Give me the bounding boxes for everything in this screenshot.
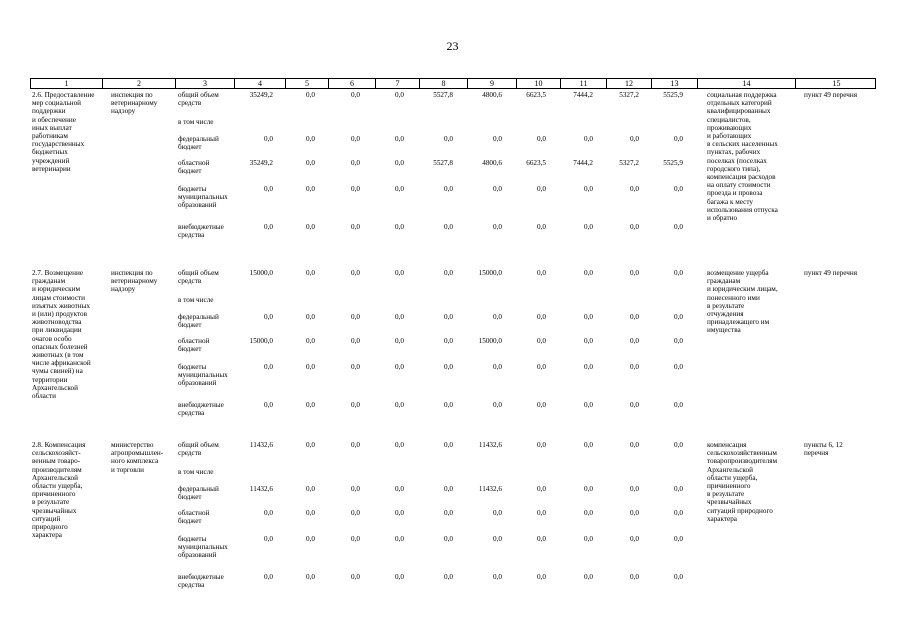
row-label: общий объем средств [178, 91, 219, 108]
row-value: 0,0 [351, 337, 360, 345]
row-value: 0,0 [584, 135, 593, 143]
row-value: 0,0 [395, 185, 404, 193]
header-cell-11: 11 [561, 79, 607, 88]
row-value: 0,0 [630, 573, 639, 581]
row-value: 0,0 [630, 485, 639, 493]
row-value: 0,0 [306, 363, 315, 371]
row-value: 0,0 [674, 313, 683, 321]
row-value: 5525,9 [663, 91, 683, 99]
header-cell-14: 14 [698, 79, 796, 88]
row-value: 0,0 [444, 185, 453, 193]
row-value: 0,0 [444, 485, 453, 493]
row-label: бюджеты муниципальных образований [178, 185, 228, 210]
row-value: 0,0 [306, 337, 315, 345]
row-value: 0,0 [584, 441, 593, 449]
row-value: 0,0 [493, 313, 502, 321]
header-cell-7: 7 [376, 79, 420, 88]
row-value: 0,0 [537, 441, 546, 449]
row-value: 5525,9 [663, 159, 683, 167]
row-label: в том числе [178, 296, 214, 304]
row-value: 0,0 [674, 269, 683, 277]
row-value: 0,0 [537, 337, 546, 345]
row-label: областной бюджет [178, 337, 210, 354]
row-value: 0,0 [395, 509, 404, 517]
row-value: 0,0 [674, 363, 683, 371]
row-value: 0,0 [264, 535, 273, 543]
row-value: 0,0 [306, 223, 315, 231]
row-value: 0,0 [351, 223, 360, 231]
section-title: 2.7. Возмещение гражданам и юридическим лицам стоимости изъятых животных и (или) продуктов животноводства при ликвидации очагов особо опасных болезней животных (в том числе африканской чумы свиней) на территории Архангельской области [32, 269, 91, 401]
row-value: 0,0 [537, 313, 546, 321]
row-value: 0,0 [584, 485, 593, 493]
row-label: федеральный бюджет [178, 135, 219, 152]
row-value: 0,0 [395, 535, 404, 543]
section-result: компенсация сельскохозяйственным товаропроизводителям Архангельской области ущерба, причиненного в результате чрезвычайных ситуаций природного характера [707, 441, 778, 523]
row-label: федеральный бюджет [178, 485, 219, 502]
row-value: 0,0 [584, 535, 593, 543]
row-value: 0,0 [395, 363, 404, 371]
row-value: 5327,2 [619, 91, 639, 99]
row-label: областной бюджет [178, 159, 210, 176]
row-label: общий объем средств [178, 441, 219, 458]
row-value: 0,0 [584, 509, 593, 517]
row-value: 6623,5 [526, 159, 546, 167]
header-cell-10: 10 [517, 79, 561, 88]
header-cell-8: 8 [420, 79, 468, 88]
row-value: 11432,6 [478, 485, 502, 493]
row-value: 0,0 [351, 441, 360, 449]
page-number: 23 [446, 39, 459, 53]
row-value: 0,0 [444, 269, 453, 277]
row-label: внебюджетные средства [178, 573, 224, 590]
row-value: 0,0 [674, 223, 683, 231]
row-value: 0,0 [306, 135, 315, 143]
row-value: 0,0 [584, 401, 593, 409]
row-value: 0,0 [444, 535, 453, 543]
row-label: бюджеты муниципальных образований [178, 363, 228, 388]
row-value: 0,0 [306, 441, 315, 449]
row-value: 0,0 [493, 135, 502, 143]
row-label: внебюджетные средства [178, 223, 224, 240]
row-value: 0,0 [264, 401, 273, 409]
row-value: 0,0 [537, 485, 546, 493]
row-value: 0,0 [351, 573, 360, 581]
row-value: 0,0 [444, 337, 453, 345]
row-value: 0,0 [674, 441, 683, 449]
section-executor: министерство агропромышлен- ного комплекса и торговли [111, 441, 164, 474]
row-value: 0,0 [395, 91, 404, 99]
row-value: 15000,0 [249, 269, 273, 277]
row-value: 0,0 [395, 337, 404, 345]
row-value: 0,0 [444, 135, 453, 143]
row-value: 0,0 [395, 573, 404, 581]
row-value: 0,0 [537, 363, 546, 371]
row-value: 5527,8 [433, 159, 453, 167]
row-value: 0,0 [351, 135, 360, 143]
section-reference: пункт 49 перечня [804, 269, 858, 277]
row-value: 0,0 [584, 269, 593, 277]
row-value: 0,0 [493, 363, 502, 371]
row-value: 0,0 [395, 135, 404, 143]
header-cell-5: 5 [286, 79, 329, 88]
row-value: 11432,6 [478, 441, 502, 449]
row-value: 0,0 [537, 401, 546, 409]
row-value: 0,0 [395, 159, 404, 167]
row-value: 5527,8 [433, 91, 453, 99]
section-reference: пункт 49 перечня [804, 91, 858, 99]
row-value: 0,0 [395, 269, 404, 277]
row-value: 0,0 [351, 313, 360, 321]
row-value: 0,0 [351, 485, 360, 493]
row-label: областной бюджет [178, 509, 210, 526]
row-value: 0,0 [630, 185, 639, 193]
row-value: 0,0 [306, 269, 315, 277]
row-value: 0,0 [537, 573, 546, 581]
row-value: 4800,6 [482, 159, 502, 167]
row-value: 0,0 [584, 223, 593, 231]
row-value: 0,0 [493, 185, 502, 193]
row-value: 0,0 [306, 313, 315, 321]
row-value: 0,0 [584, 337, 593, 345]
row-value: 0,0 [395, 441, 404, 449]
row-value: 0,0 [395, 313, 404, 321]
table-header-row [30, 78, 876, 89]
row-value: 0,0 [351, 509, 360, 517]
row-value: 0,0 [630, 313, 639, 321]
header-cell-1: 1 [31, 79, 103, 88]
row-value: 0,0 [351, 185, 360, 193]
row-value: 0,0 [537, 223, 546, 231]
row-value: 0,0 [537, 509, 546, 517]
row-value: 0,0 [351, 401, 360, 409]
row-value: 0,0 [306, 91, 315, 99]
row-value: 0,0 [444, 363, 453, 371]
row-value: 0,0 [584, 363, 593, 371]
section-reference: пункты 6, 12 перечня [804, 441, 843, 458]
row-value: 5327,2 [619, 159, 639, 167]
row-value: 0,0 [584, 573, 593, 581]
row-value: 0,0 [674, 185, 683, 193]
row-value: 0,0 [395, 485, 404, 493]
row-value: 0,0 [493, 535, 502, 543]
row-value: 0,0 [351, 363, 360, 371]
row-value: 0,0 [674, 401, 683, 409]
row-value: 0,0 [674, 509, 683, 517]
row-value: 0,0 [444, 223, 453, 231]
row-value: 35249,2 [249, 159, 273, 167]
section-executor: инспекция по ветеринарному надзору [111, 269, 158, 294]
section-result: возмещение ущерба гражданам и юридическим лицам, понесенного ими в результате отчуждения принадлежащего им имущества [707, 269, 778, 335]
row-value: 0,0 [306, 535, 315, 543]
row-value: 0,0 [630, 535, 639, 543]
row-value: 0,0 [351, 535, 360, 543]
row-value: 0,0 [351, 269, 360, 277]
row-value: 0,0 [584, 185, 593, 193]
header-cell-9: 9 [468, 79, 517, 88]
header-cell-13: 13 [652, 79, 698, 88]
row-value: 0,0 [630, 363, 639, 371]
row-label: федеральный бюджет [178, 313, 219, 330]
row-value: 15000,0 [478, 337, 502, 345]
row-value: 0,0 [264, 135, 273, 143]
row-value: 7444,2 [573, 159, 593, 167]
row-value: 0,0 [264, 573, 273, 581]
section-title: 2.6. Предоставление мер социальной поддержки и обеспечение иных выплат работникам государственных бюджетных учреждений ветеринарии [32, 91, 95, 173]
row-value: 0,0 [306, 509, 315, 517]
row-value: 0,0 [264, 363, 273, 371]
row-value: 0,0 [493, 401, 502, 409]
row-value: 11432,6 [249, 485, 273, 493]
row-value: 0,0 [630, 269, 639, 277]
row-value: 0,0 [674, 573, 683, 581]
row-value: 0,0 [674, 535, 683, 543]
table-body [30, 89, 876, 634]
row-value: 0,0 [306, 573, 315, 581]
row-value: 0,0 [674, 337, 683, 345]
row-value: 0,0 [264, 509, 273, 517]
section-executor: инспекция по ветеринарному надзору [111, 91, 158, 116]
row-label: в том числе [178, 468, 214, 476]
row-value: 0,0 [306, 185, 315, 193]
header-cell-2: 2 [103, 79, 176, 88]
header-cell-3: 3 [176, 79, 235, 88]
row-value: 0,0 [537, 135, 546, 143]
row-value: 0,0 [264, 223, 273, 231]
row-value: 0,0 [537, 269, 546, 277]
row-label: в том числе [178, 118, 214, 126]
row-label: общий объем средств [178, 269, 219, 286]
row-value: 0,0 [306, 159, 315, 167]
row-value: 0,0 [264, 185, 273, 193]
row-value: 0,0 [395, 401, 404, 409]
row-value: 0,0 [493, 223, 502, 231]
row-value: 0,0 [306, 485, 315, 493]
row-value: 0,0 [630, 223, 639, 231]
row-value: 0,0 [351, 91, 360, 99]
header-cell-15: 15 [832, 79, 841, 88]
row-value: 0,0 [537, 185, 546, 193]
row-value: 4800,6 [482, 91, 502, 99]
row-value: 7444,2 [573, 91, 593, 99]
row-value: 0,0 [630, 135, 639, 143]
row-value: 0,0 [630, 509, 639, 517]
row-value: 0,0 [630, 441, 639, 449]
row-value: 35249,2 [249, 91, 273, 99]
row-value: 0,0 [444, 509, 453, 517]
row-label: бюджеты муниципальных образований [178, 535, 228, 560]
row-value: 0,0 [444, 573, 453, 581]
row-value: 0,0 [444, 441, 453, 449]
row-value: 0,0 [306, 401, 315, 409]
row-value: 0,0 [674, 135, 683, 143]
row-value: 0,0 [444, 313, 453, 321]
section-result: социальная поддержка отдельных категорий квалифицированных специалистов, проживающих и работающих в сельских населенных пунктах, рабочих поселках (поселках городского типа), компенсация расходов на оплату стоимости проезда и провоза багажа к месту использования отпуска и обратно [707, 91, 778, 223]
row-value: 0,0 [674, 485, 683, 493]
row-value: 0,0 [537, 535, 546, 543]
row-value: 0,0 [493, 509, 502, 517]
row-value: 15000,0 [478, 269, 502, 277]
row-value: 0,0 [444, 401, 453, 409]
row-value: 0,0 [264, 313, 273, 321]
row-value: 0,0 [493, 573, 502, 581]
row-value: 6623,5 [526, 91, 546, 99]
header-cell-12: 12 [607, 79, 652, 88]
header-cell-4: 4 [235, 79, 286, 88]
row-value: 0,0 [630, 401, 639, 409]
row-value: 11432,6 [249, 441, 273, 449]
row-value: 15000,0 [249, 337, 273, 345]
row-value: 0,0 [630, 337, 639, 345]
row-value: 0,0 [351, 159, 360, 167]
row-label: внебюджетные средства [178, 401, 224, 418]
row-value: 0,0 [584, 313, 593, 321]
section-title: 2.8. Компенсация сельскохозяйст- венным товаро- производителям Архангельской области ущерба, причиненного в результате чрезвычайных ситуаций природного характера [32, 441, 86, 540]
header-cell-6: 6 [329, 79, 376, 88]
row-value: 0,0 [395, 223, 404, 231]
